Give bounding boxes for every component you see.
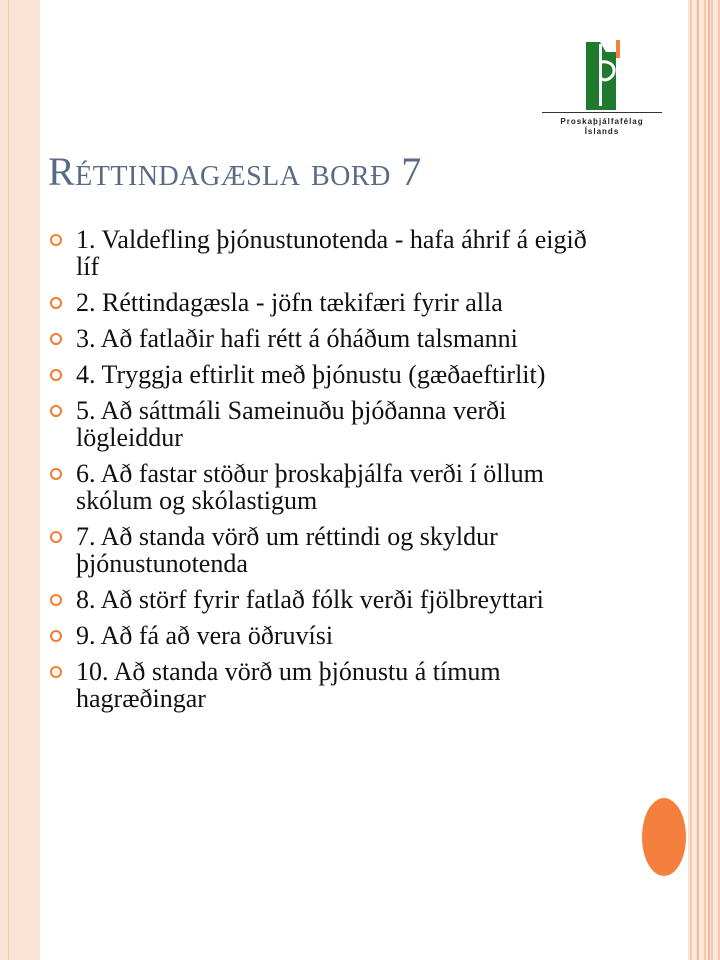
list-item-text: 10. Að standa vörð um þjónustu á tímum hagræðingar [76, 657, 501, 713]
bullet-icon [50, 594, 62, 606]
list-item-text: 2. Réttindagæsla - jöfn tækifæri fyrir alla [76, 288, 503, 317]
list-item-text: 5. Að sáttmáli Sameinuðu þjóðanna verði lögleiddur [76, 396, 507, 452]
list-item-text: 4. Tryggja eftirlit með þjónustu (gæðaeftirlit) [76, 360, 546, 389]
bullet-list [48, 226, 608, 721]
logo [540, 38, 664, 138]
list-item-text: 7. Að standa vörð um réttindi og skyldur þjónustunotenda [76, 522, 498, 578]
list-item [48, 622, 608, 649]
list-item-text: 1. Valdefling þjónustunotenda - hafa áhrif á eigið líf [76, 225, 587, 281]
list-item [48, 289, 608, 316]
list-item-text: 9. Að fá að vera öðruvísi [76, 621, 334, 650]
list-item-text: 6. Að fastar stöður þroskaþjálfa verði í öllum skólum og skólastigum [76, 459, 544, 515]
bullet-icon [50, 333, 62, 345]
list-item [48, 397, 608, 451]
list-item [48, 460, 608, 514]
logo-name: Proskaþjálfafélag [560, 117, 644, 126]
border-stripe [708, 0, 710, 960]
list-item [48, 658, 608, 712]
bullet-icon [50, 369, 62, 381]
physiotherapy-association-logo-icon [580, 38, 624, 110]
list-item-text: 8. Að störf fyrir fatlað fólk verði fjölbreyttari [76, 585, 544, 614]
list-item [48, 523, 608, 577]
border-stripe [697, 0, 699, 960]
bullet-icon [50, 630, 62, 642]
bullet-icon [50, 468, 62, 480]
list-item [48, 325, 608, 352]
bullet-icon [50, 234, 62, 246]
logo-rule [542, 112, 662, 113]
logo-country: Íslands [584, 127, 620, 136]
list-item [48, 361, 608, 388]
slide-title: Réttindagæsla borð 7 [48, 149, 422, 194]
list-item-text: 3. Að fatlaðir hafi rétt á óháðum talsmanni [76, 324, 518, 353]
bullet-icon [50, 297, 62, 309]
left-decorative-border [0, 0, 40, 960]
right-decorative-border [688, 0, 720, 960]
bullet-icon [50, 405, 62, 417]
list-item [48, 226, 608, 280]
decorative-oval [642, 798, 686, 876]
bullet-icon [50, 666, 62, 678]
bullet-icon [50, 531, 62, 543]
list-item [48, 586, 608, 613]
